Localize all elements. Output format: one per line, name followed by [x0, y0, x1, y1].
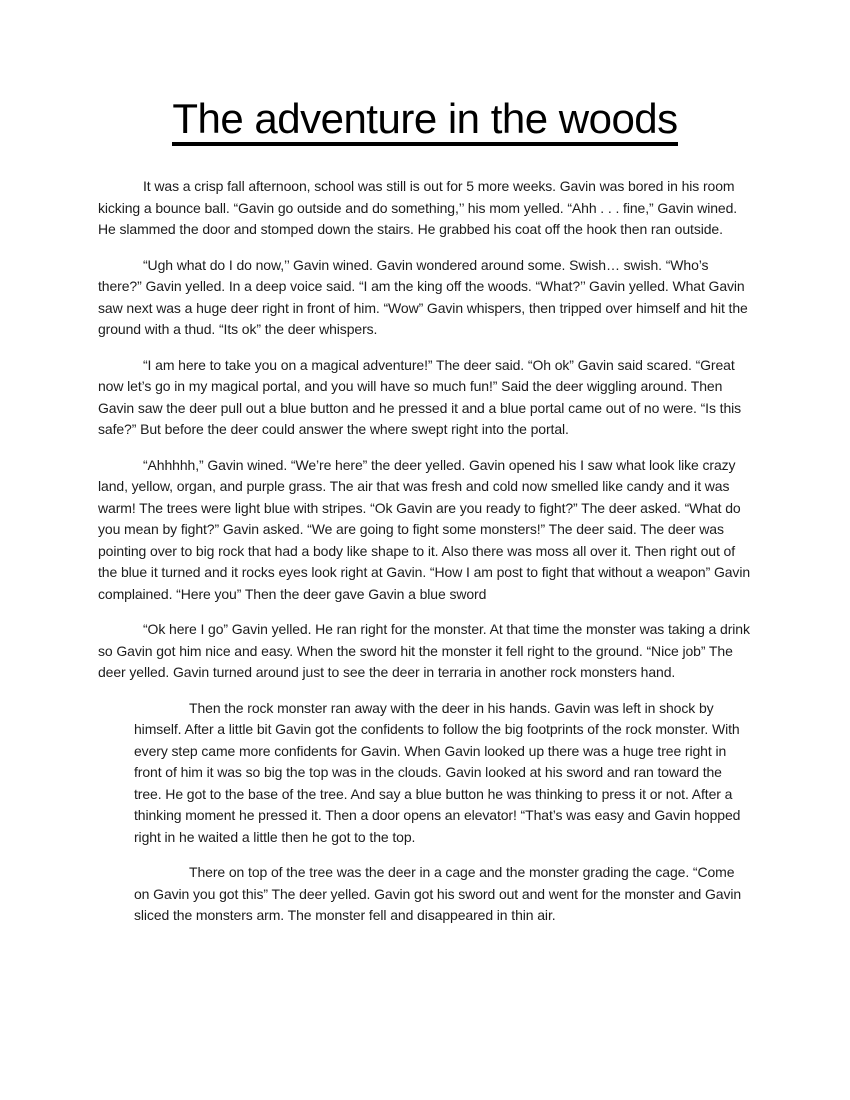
story-paragraph-1: It was a crisp fall afternoon, school was still is out for 5 more weeks. Gavin was bored in his room kicking a bounce ball. “Gavin go outside and do something,’’ his mom yelled. “Ahh . . . fine,” Gavin wined. He slammed the door and stomped down the stairs. He grabbed his coat off the hook then ran outside.: [98, 178, 738, 238]
story-paragraph-5: “Ok here I go” Gavin yelled. He ran right for the monster. At that time the monster was taking a drink so Gavin got him nice and easy. When the sword hit the monster it fell right to the ground. “Nice job” The deer yelled. Gavin turned around just to see the deer in terraria in another rock monsters hand.: [98, 621, 750, 681]
story-paragraph-4: “Ahhhhh,” Gavin wined. “We’re here” the deer yelled. Gavin opened his I saw what look like crazy land, yellow, organ, and purple grass. The air that was fresh and cold now smelled like candy and it was warm! The trees were light blue with stripes. “Ok Gavin are you ready to fight?” The deer asked. “What do you mean by fight?” Gavin asked. “We are going to fight some monsters!” The deer said. The deer was pointing over to big rock that had a body like shape to it. Also there was moss all over it. Then right out of the blue it turned and it rocks eyes look right at Gavin. “How I am post to fight that without a weapon” Gavin complained. “Here you” Then the deer gave Gavin a blue sword: [98, 456, 751, 602]
story-paragraph-2: “Ugh what do I do now,’’ Gavin wined. Gavin wondered around some. Swish… swish. “Who’s there?” Gavin yelled. In a deep voice said. “I am the king off the woods. “What?’’ Gavin yelled. What Gavin saw next was a huge deer right in front of him. “Wow” Gavin whispers, then tripped over himself and hit the ground with a thud. “Its ok” the deer whispers.: [98, 256, 748, 338]
story-paragraph-6: Then the rock monster ran away with the deer in his hands. Gavin was left in shock by himself. After a little bit Gavin got the confidents to follow the big footprints of the rock monster. With every step came more confidents for Gavin. When Gavin looked up there was a huge tree right in front of him it was so big the top was in the clouds. Gavin looked at his sword and ran toward the tree. He got to the base of the tree. And say a blue button he was thinking to press it or not. After a thinking moment he pressed it. Then a door opens an elevator! “That’s was easy and Gavin hopped right in he waited a little then he got to the top.: [134, 699, 741, 845]
title-container: [98, 96, 752, 146]
story-paragraph-3: “I am here to take you on a magical adventure!” The deer said. “Oh ok” Gavin said scared. “Great now let’s go in my magical portal, and you will have so much fun!” Said the deer wiggling around. Then Gavin saw the deer pull out a blue button and he pressed it and a blue portal came out of no were. “Is this safe?” But before the deer could answer the where swept right into the portal.: [98, 356, 742, 438]
document-title: The adventure in the woods: [172, 96, 677, 146]
story-paragraph-7: There on top of the tree was the deer in a cage and the monster grading the cage. “Come on Gavin you got this” The deer yelled. Gavin got his sword out and went for the monster and Gavin sliced the monsters arm. The monster fell and disappeared in thin air.: [134, 864, 742, 924]
story-body: [98, 176, 752, 927]
